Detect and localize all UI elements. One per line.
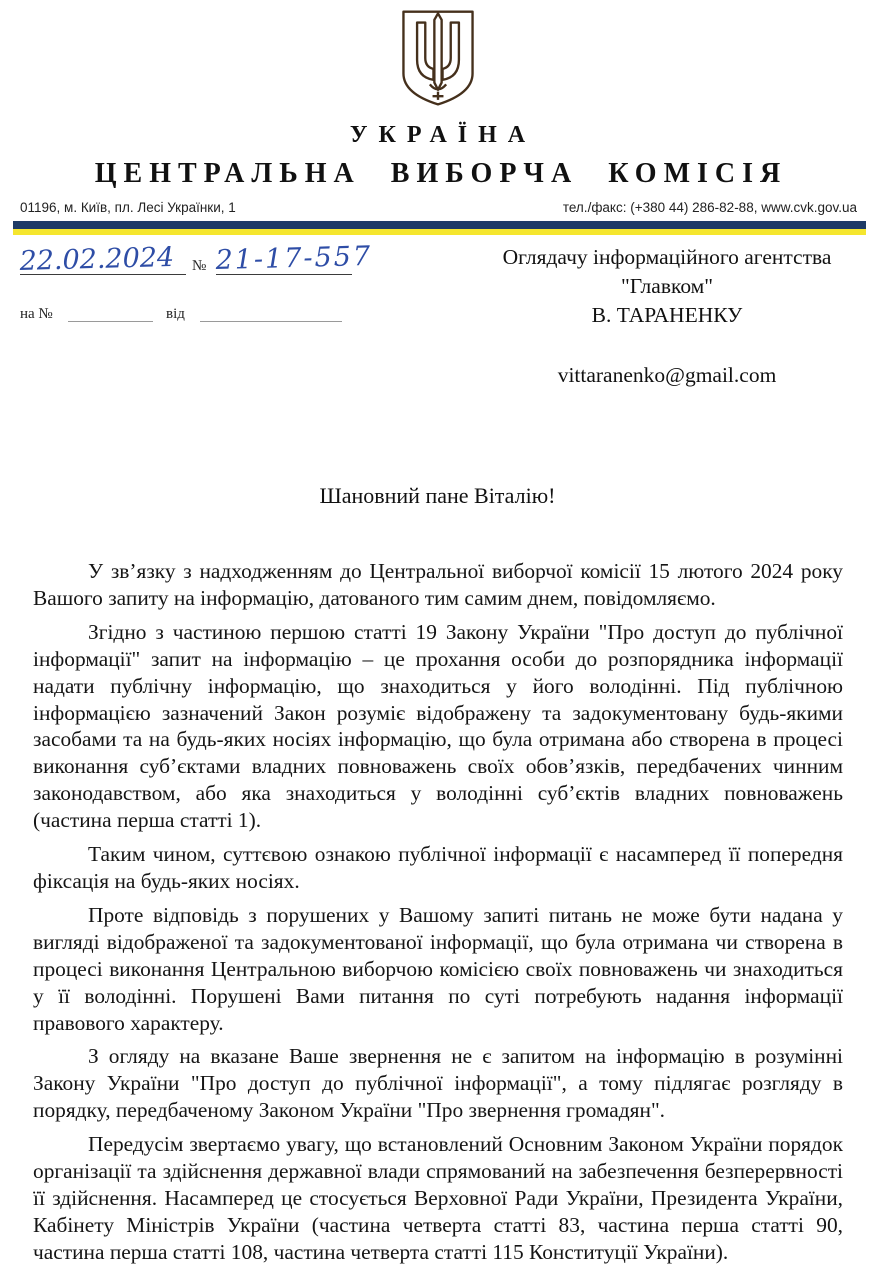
letterhead-address: 01196, м. Київ, пл. Лесі Українки, 1	[20, 200, 236, 215]
flag-divider	[13, 221, 866, 235]
paragraph-1: У зв’язку з надходженням до Центральної виборчої комісії 15 лютого 2024 року Вашого запиту на інформацію, датованого тим самим днем, повідомляємо.	[33, 559, 843, 610]
recipient-email: vittaranenko@gmail.com	[557, 363, 777, 388]
organization-title: ЦЕНТРАЛЬНА ВИБОРЧА КОМІСІЯ	[94, 158, 788, 189]
outgoing-number-row	[20, 241, 380, 281]
recipient-block	[477, 243, 857, 390]
paragraph-5: З огляду на вказане Ваше звернення не є запитом на інформацію в розумінні Закону України "Про доступ до публічної інформації", а тому підлягає розгляду в порядку, передбаченому Законом України "Про звернення громадян".	[33, 1044, 843, 1123]
handwritten-date: 22.02.2024	[19, 241, 175, 277]
outgoing-reference-block	[20, 241, 380, 327]
incoming-reference-row	[20, 293, 380, 327]
reply-date-blank	[200, 321, 342, 322]
flag-blue-stripe	[13, 221, 866, 229]
reply-date-label: від	[166, 306, 185, 322]
letterhead-phone-site: тел./факс: (+380 44) 286-82-88, www.cvk.gov.ua	[562, 200, 857, 215]
letterhead-contact-row	[20, 200, 857, 215]
recipient-name: В. ТАРАНЕНКУ	[591, 303, 743, 328]
paragraph-2: Згідно з частиною першою статті 19 Закону України "Про доступ до публічної інформації" запит на інформацію – це прохання особи до розпорядника інформації надати публічну інформацію, що знаходиться у його володінні. Під публічною інформацією зазначений Закон розуміє відображену та задокументовану будь-якими засобами та на будь-яких носіях інформацію, що була отримана або створена в процесі виконання суб’єктами владних повноважень своїх обов’язків, передбачених чинним законодавством, або яка знаходиться у володінні суб’єктів владних повноважень (частина перша статті 1).	[33, 619, 843, 833]
date-underline	[20, 274, 186, 275]
reference-recipient-zone	[0, 235, 875, 395]
number-underline	[216, 274, 352, 275]
recipient-line-1: Оглядачу інформаційного агентства	[502, 245, 832, 269]
paragraph-6: Передусім звертаємо увагу, що встановлений Основним Законом України порядок організації та здійснення державної влади спрямований на забезпечення безперервності її здійснення. Насамперед це стосується Верховної Ради України, Президента України, Кабінету Міністрів України (частина четверта статті 83, частина перша статті 90, частина перша статті 108, частина четверта статті 115 Конституції України).	[33, 1132, 843, 1264]
country-title: УКРАЇНА	[349, 122, 537, 148]
paragraph-3: Таким чином, суттєвою ознакою публічної інформації є насамперед її попередня фіксація на будь-яких носіях.	[33, 842, 843, 893]
paragraph-4: Проте відповідь з порушених у Вашому запиті питань не може бути надана у вигляді відображеної та задокументованої інформації, що була отримана чи створена в процесі виконання Центральною виборчою комісією своїх повноважень чи знаходиться у її володінні. Порушені Вами питання по суті потребують надання інформації правового характеру.	[33, 902, 843, 1035]
ukraine-trident-icon	[396, 8, 480, 108]
salutation: Шановний пане Віталію!	[319, 483, 556, 508]
recipient-line-2: "Главком"	[620, 274, 714, 299]
reply-number-label: на №	[20, 306, 53, 322]
letter-body	[33, 558, 843, 1266]
number-sign: №	[192, 258, 207, 274]
handwritten-outgoing-number: 21-17-557	[215, 240, 373, 276]
reply-number-blank	[68, 321, 153, 322]
letterhead-emblem-wrap	[0, 0, 875, 108]
